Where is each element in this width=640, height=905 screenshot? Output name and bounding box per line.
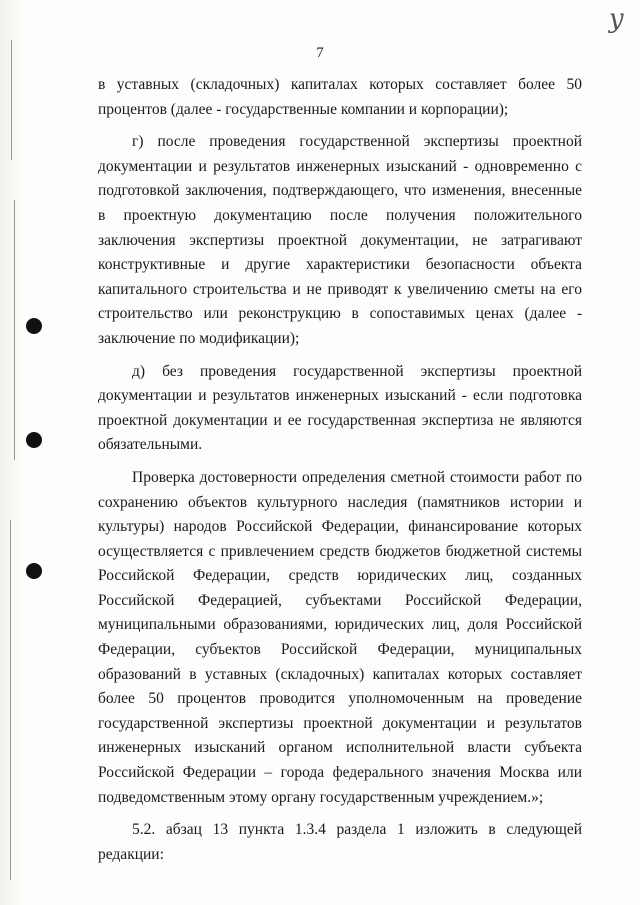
- scan-streak: [10, 520, 11, 880]
- paragraph-cost-verification: Проверка достоверности определения сметной стоимости работ по сохранению объектов культурного наследия (памятников истории и культуры) народов Российской Федерации, финансирование которых осуществляется с привлечением средств бюджетов бюджетной системы Российской Федерации, средств юридических лиц, созданных Российской Федерацией, субъектами Российской Федерации, муниципальными образованиями, юридических лиц, доля Российской Федерации, субъектов Российской Федерации, муниципальных образований в уставных (складочных) капиталах которых составляет более 50 процентов проводится уполномоченным на проведение государственной экспертизы проектной документации и результатов инженерных изысканий органом исполнительной власти субъекта Российской Федерации – города федерального значения Москва или подведомственным этому органу государственным учреждением.»;: [98, 468, 582, 806]
- paragraph-section-5-2: 5.2. абзац 13 пункта 1.3.4 раздела 1 изложить в следующей редакции:: [98, 821, 582, 863]
- punch-hole: [26, 563, 42, 579]
- punch-hole: [26, 432, 42, 448]
- scan-streak: [14, 200, 15, 460]
- binding-edge: [0, 0, 22, 905]
- document-body: [98, 73, 582, 867]
- paragraph-item-d: д) без проведения государственной экспертизы проектной документации и результатов инженерных изысканий - если подготовка проектной документации и ее государственная экспертиза не являются обязательными.: [98, 362, 582, 454]
- paragraph-continuation: в уставных (складочных) капиталах которых составляет более 50 процентов (далее - государственные компании и корпорации);: [98, 76, 582, 118]
- handwritten-page-mark: у: [608, 4, 624, 34]
- paragraph-item-g: г) после проведения государственной экспертизы проектной документации и результатов инженерных изысканий - одновременно с подготовкой заключения, подтверждающего, что изменения, внесенные в проектную документацию после получения положительного заключения экспертизы проектной документации, не затрагивают конструктивные и другие характеристики безопасности объекта капитального строительства и не приводят к увеличению сметы на его строительство или реконструкцию в сопоставимых ценах (далее - заключение по модификации);: [98, 133, 582, 347]
- page-number: 7: [316, 45, 324, 61]
- punch-hole: [26, 318, 42, 334]
